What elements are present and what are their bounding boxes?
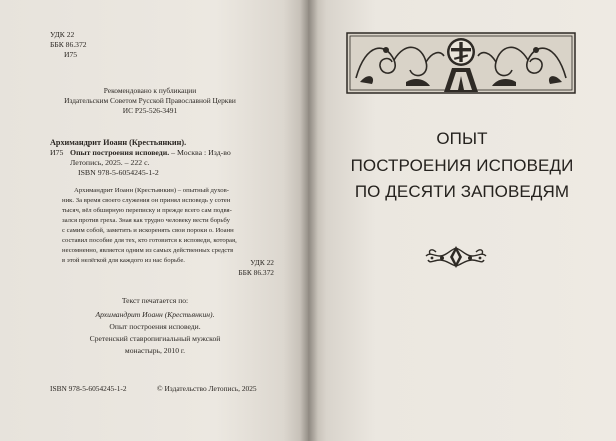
bibliographic-publication-line: Летопись, 2025. – 222 с. (70, 158, 150, 167)
source-author (0, 310, 310, 320)
book-title-line: ПОСТРОЕНИЯ ИСПОВЕДИ (350, 156, 574, 175)
source-year: монастырь, 2010 г. (124, 346, 186, 355)
annotation-line: составил пособие для тех, кто готовится к исповеди, которая, (62, 237, 237, 244)
bibliographic-author: Архимандрит Иоанн (Крестьянкин). (50, 138, 187, 147)
bbk-code: ББК 86.372 (50, 40, 87, 49)
annotation-line: несомненно, является одним из самых действенных средств (62, 247, 234, 254)
bibliographic-isbn: ISBN 978-5-6054245-1-2 (78, 168, 159, 177)
source-publisher: Сретенский ставропигиальный мужской (89, 334, 221, 343)
book-gutter (300, 0, 318, 441)
udk-code: УДК 22 (50, 30, 75, 39)
copyright: © Издательство Летопись, 2025 (157, 384, 257, 393)
bibliographic-publication: – Москва : Изд-во (169, 148, 231, 157)
annotation-line: в этой нелёгкой для каждого из нас борьбе. (62, 257, 185, 264)
annotation-line: Архимандрит Иоанн (Крестьянкин) – опытный духов- (74, 187, 230, 194)
annotation-line: ник. За время своего служения он принял исповедь у сотен (62, 197, 231, 204)
bibliographic-title: Опыт построения исповеди. (70, 148, 170, 157)
ornamental-vignette-icon (424, 244, 488, 270)
annotation-line: с самим собой, заметить и искоренять свои пороки о. Иоанн (62, 227, 234, 234)
isbn-bottom: ISBN 978-5-6054245-1-2 (50, 384, 127, 393)
recommendation-line: Издательским Советом Русской Православной Церкви (64, 96, 236, 105)
udk-code-bottom: УДК 22 (250, 258, 274, 267)
annotation-line: зался против греха. Зная как трудно человеку вести борьбу (62, 217, 230, 224)
book-title-line: ОПЫТ (436, 129, 488, 148)
author-code: И75 (64, 50, 78, 59)
annotation-line: тысяч, вёл обширную переписку и прежде всего сам подвя- (62, 207, 232, 214)
recommendation-line: Рекомендовано к публикации (103, 86, 197, 95)
bibliographic-title-line (70, 148, 231, 158)
bbk-code-bottom: ББК 86.372 (238, 268, 274, 277)
source-author-text: Архимандрит Иоанн (Крестьянкин). (95, 310, 215, 319)
bibliographic-code: И75 (50, 148, 64, 157)
book-title-line: ПО ДЕСЯТИ ЗАПОВЕДЯМ (354, 182, 570, 201)
source-title: Опыт построения исповеди. (109, 322, 201, 331)
source-heading: Текст печатается по: (121, 296, 189, 305)
recommendation-line: ИС Р25-526-3491 (122, 106, 178, 115)
ornamental-headpiece-icon (346, 32, 576, 94)
